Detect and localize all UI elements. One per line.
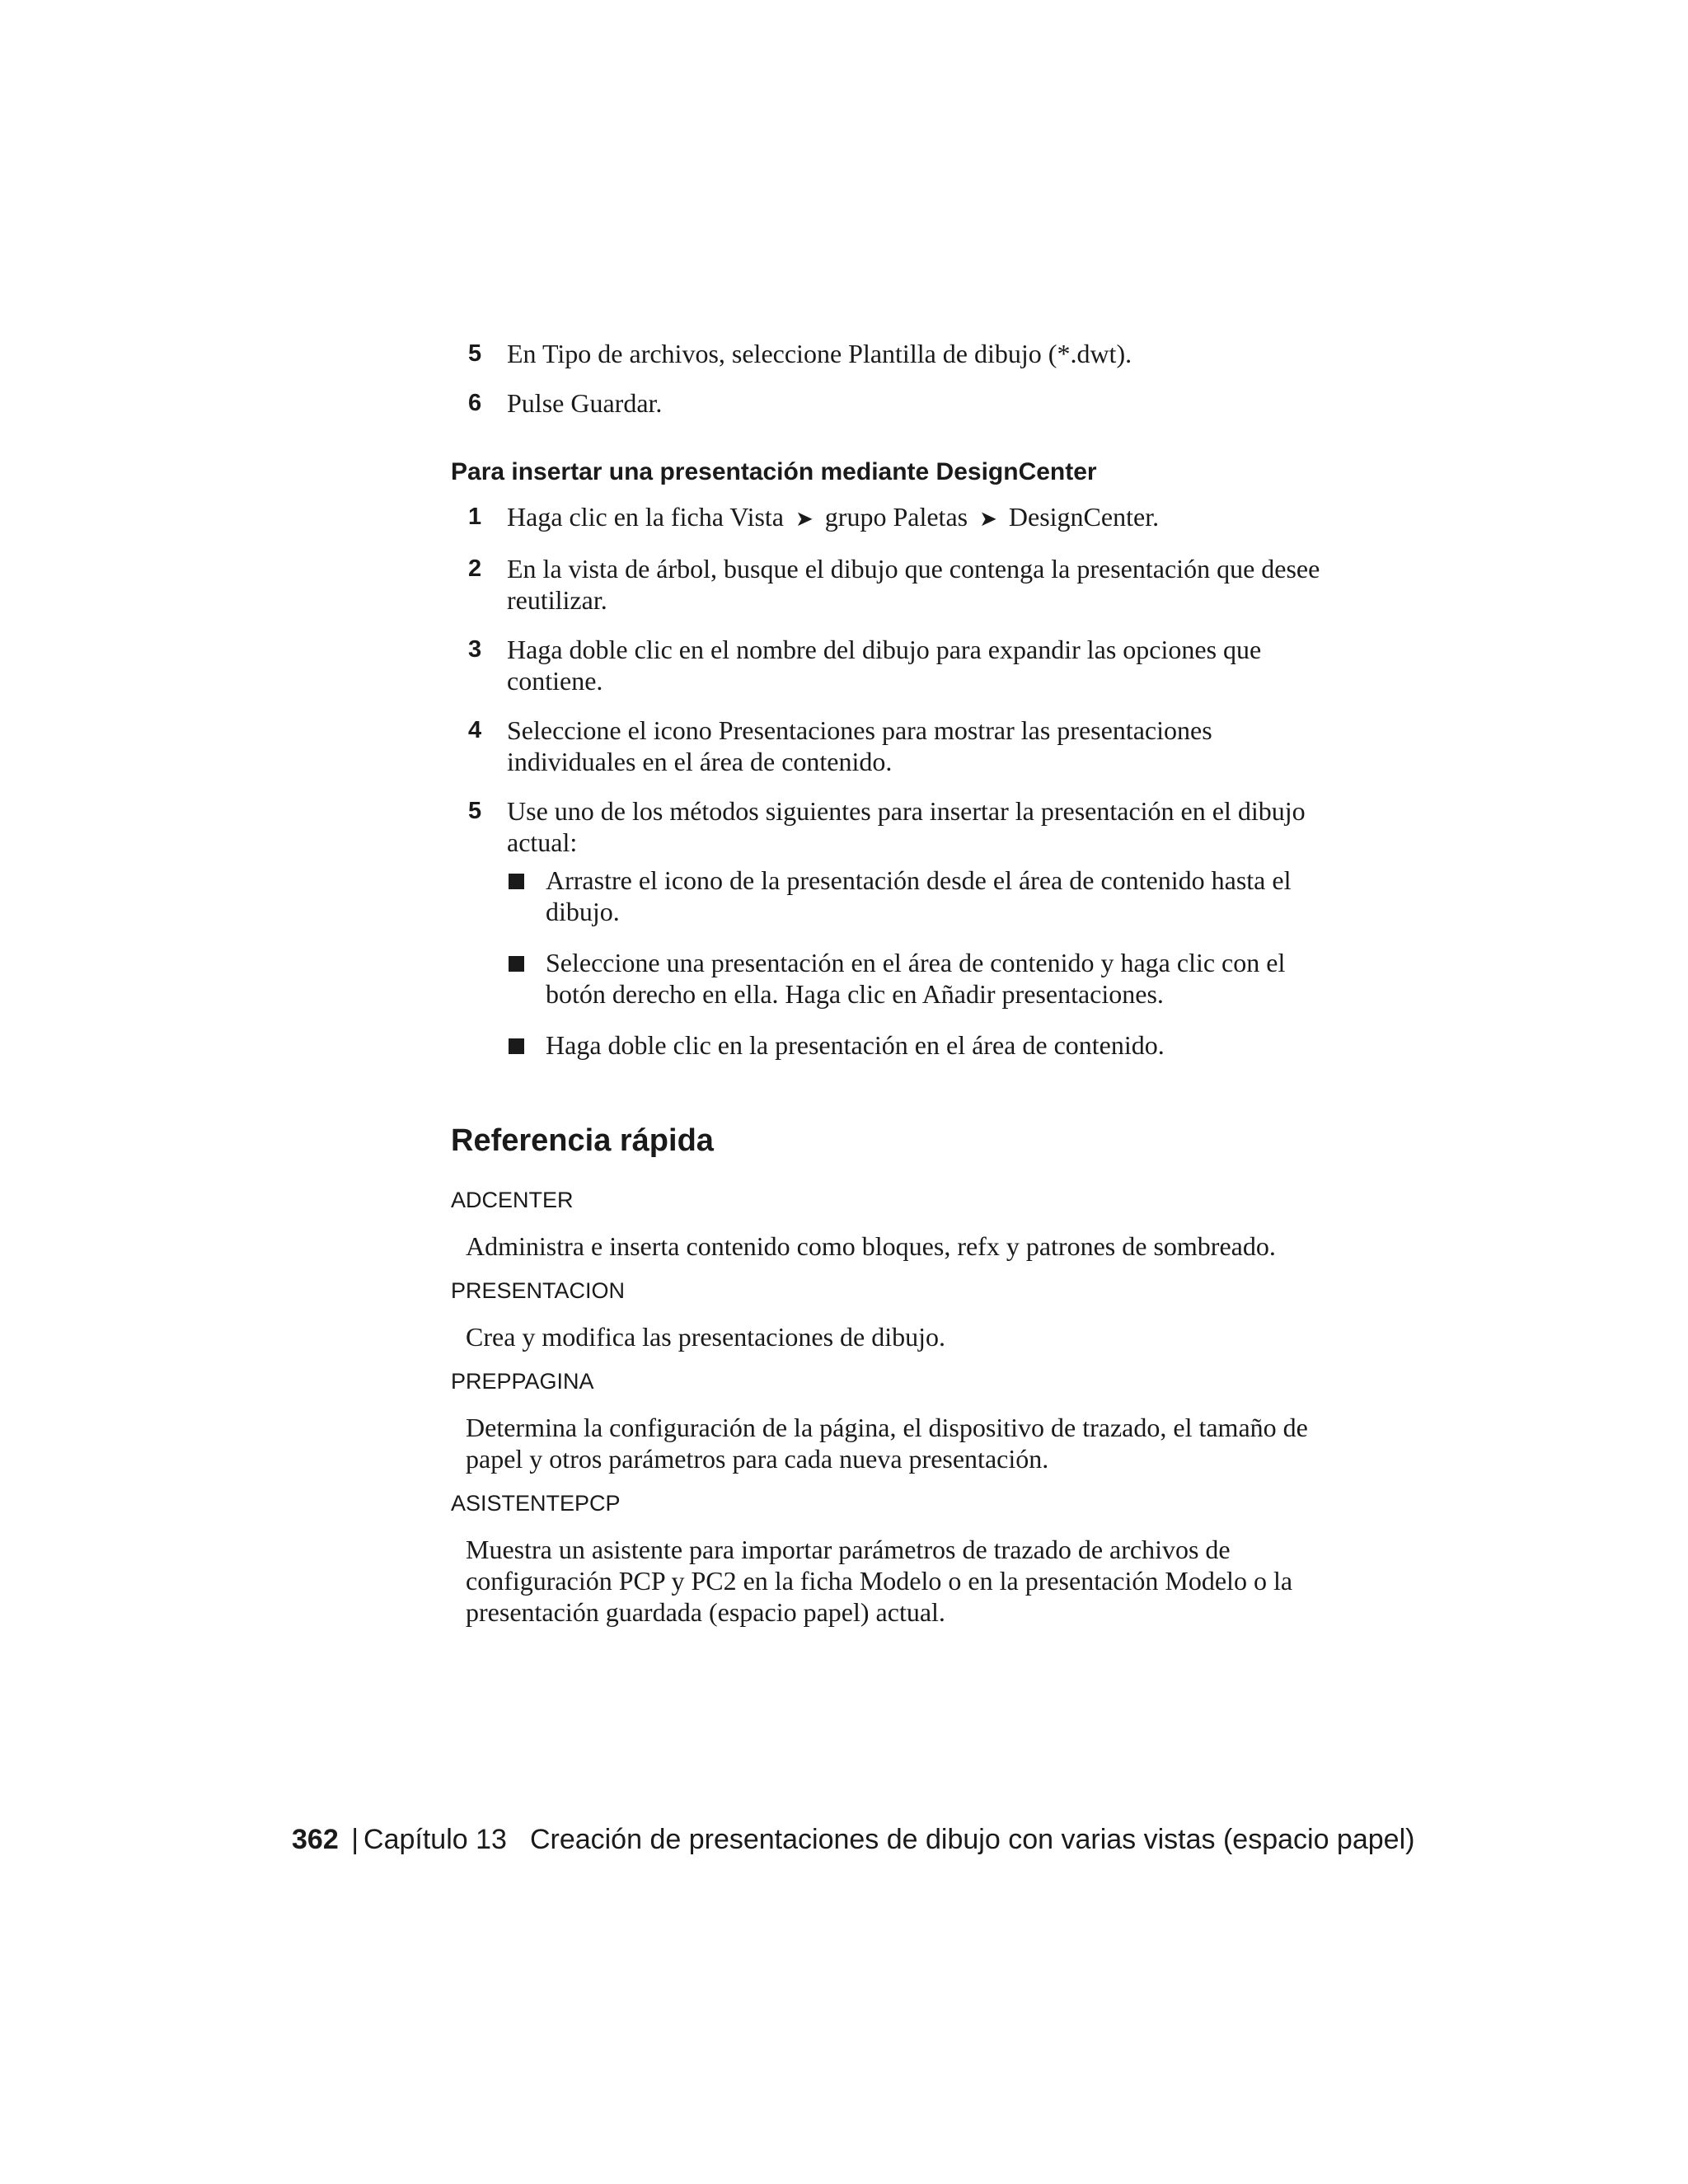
command-name: ASISTENTEPCP bbox=[451, 1491, 621, 1516]
method-list bbox=[507, 865, 1341, 1061]
procedure-step-2 bbox=[451, 553, 1341, 616]
procedure-step-3 bbox=[451, 634, 1341, 696]
step-5-top bbox=[451, 338, 1341, 369]
step-text-part1: Haga clic en la ficha Vista bbox=[507, 502, 784, 532]
quick-reference-title: Referencia rápida bbox=[451, 1123, 714, 1158]
command-name: PREPPAGINA bbox=[451, 1369, 594, 1394]
step-number: 5 bbox=[468, 340, 482, 367]
procedure-step-1 bbox=[451, 501, 1341, 535]
page-footer bbox=[292, 1823, 1528, 1856]
command-description: Muestra un asistente para importar parámetros de trazado de archivos de configuración PCP y PC2 en la ficha Modelo o en la presentación Modelo o la presentación guardada (espacio papel) actual. bbox=[466, 1535, 1293, 1627]
command-name: ADCENTER bbox=[451, 1188, 574, 1212]
command-description: Determina la configuración de la página, el dispositivo de trazado, el tamaño de papel y otros parámetros para cada nueva presentación. bbox=[466, 1413, 1308, 1474]
step-text: En la vista de árbol, busque el dibujo que contenga la presentación que desee reutilizar. bbox=[507, 554, 1320, 615]
step-text: Use uno de los métodos siguientes para insertar la presentación en el dibujo actual: bbox=[507, 796, 1306, 857]
arrow-right-icon: ➤ bbox=[795, 507, 814, 531]
list-item bbox=[507, 947, 1341, 1010]
step-text: Seleccione el icono Presentaciones para mostrar las presentaciones individuales en el área de contenido. bbox=[507, 715, 1212, 776]
list-item bbox=[507, 865, 1341, 927]
procedure-step-5 bbox=[451, 795, 1341, 1061]
command-name: PRESENTACION bbox=[451, 1278, 626, 1303]
bullet-text: Haga doble clic en la presentación en el área de contenido. bbox=[546, 1030, 1165, 1060]
step-6-top bbox=[451, 387, 1341, 419]
chapter-title: Creación de presentaciones de dibujo con varias vistas (espacio papel) bbox=[529, 1824, 1415, 1855]
arrow-right-icon: ➤ bbox=[979, 507, 997, 531]
square-bullet-icon bbox=[509, 956, 524, 972]
step-number: 1 bbox=[468, 504, 482, 530]
list-item bbox=[507, 1029, 1341, 1061]
procedure-heading: Para insertar una presentación mediante DesignCenter bbox=[451, 458, 1097, 485]
step-number: 5 bbox=[468, 798, 482, 824]
command-description: Crea y modifica las presentaciones de dibujo. bbox=[466, 1322, 946, 1352]
step-number: 4 bbox=[468, 717, 482, 743]
page-number: 362 bbox=[292, 1824, 339, 1855]
chapter-label: Capítulo 13 bbox=[363, 1824, 507, 1855]
bullet-text: Arrastre el icono de la presentación desde el área de contenido hasta el dibujo. bbox=[546, 865, 1292, 926]
square-bullet-icon bbox=[509, 1038, 524, 1054]
command-description: Administra e inserta contenido como bloques, refx y patrones de sombreado. bbox=[466, 1231, 1276, 1261]
step-number: 6 bbox=[468, 390, 482, 416]
footer-separator: | bbox=[351, 1824, 359, 1855]
square-bullet-icon bbox=[509, 874, 524, 889]
step-text: En Tipo de archivos, seleccione Plantilla de dibujo (*.dwt). bbox=[507, 339, 1132, 368]
procedure-step-4 bbox=[451, 715, 1341, 777]
bullet-text: Seleccione una presentación en el área de contenido y haga clic con el botón derecho en ella. Haga clic en Añadir presentaciones. bbox=[546, 948, 1286, 1009]
step-number: 2 bbox=[468, 555, 482, 582]
page-content bbox=[451, 338, 1341, 1643]
step-text: Haga doble clic en el nombre del dibujo para expandir las opciones que contiene. bbox=[507, 635, 1262, 696]
step-text-part3: DesignCenter. bbox=[1008, 502, 1160, 532]
step-text-part2: grupo Paletas bbox=[824, 502, 968, 532]
step-text: Pulse Guardar. bbox=[507, 388, 663, 418]
step-number: 3 bbox=[468, 636, 482, 663]
